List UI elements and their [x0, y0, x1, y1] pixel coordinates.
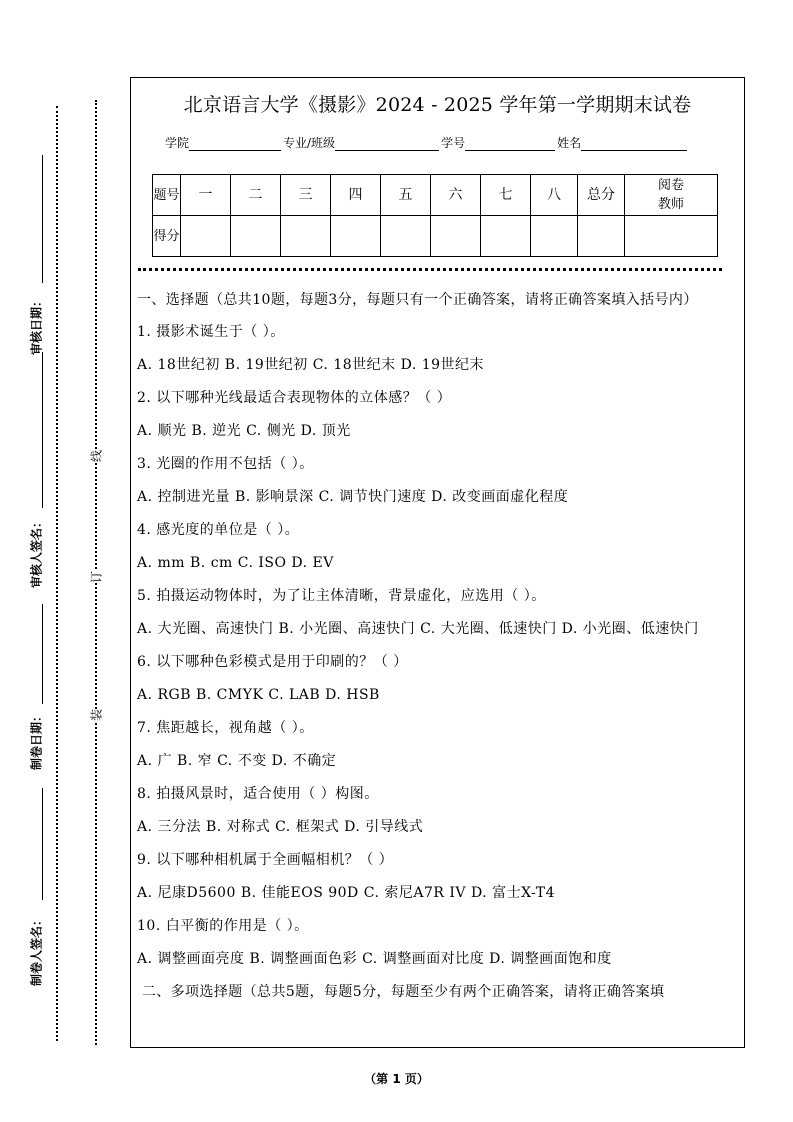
score-cell[interactable] — [281, 216, 331, 257]
line-char: 线 — [87, 450, 106, 462]
row-header-question: 题号 — [153, 175, 181, 216]
major-class-field[interactable] — [335, 138, 439, 151]
reviewer-signature-label: 审核人签名： — [29, 515, 44, 589]
question-text: 10. 白平衡的作用是（ ）。 — [137, 918, 309, 934]
score-cell[interactable] — [331, 216, 381, 257]
separator-dotted-line — [138, 268, 722, 271]
major-class-label: 专业/班级 — [283, 136, 336, 150]
col-grading-teacher: 阅卷教师 — [625, 175, 718, 216]
score-cell[interactable] — [481, 216, 531, 257]
question-text: 7. 焦距越长，视角越（ ）。 — [137, 720, 314, 736]
page-number: （第 1 页） — [364, 1072, 429, 1086]
reviewer-signature-line — [42, 352, 43, 508]
score-cell[interactable] — [381, 216, 431, 257]
staple-char: 订 — [87, 571, 106, 583]
score-table — [152, 174, 718, 257]
name-label: 姓名 — [557, 136, 582, 150]
question-text: 5. 拍摄运动物体时，为了让主体清晰，背景虚化，应选用（ ）。 — [137, 588, 546, 604]
question-text: 1. 摄影术诞生于（ ）。 — [137, 324, 285, 340]
col-1: 一 — [181, 175, 231, 216]
exam-title: 北京语言大学《摄影》2024 - 2025 学年第一学期期末试卷 — [183, 94, 692, 116]
question-options: A. 大光圈、高速快门 B. 小光圈、高速快门 C. 大光圈、低速快门 D. 小光圈、低速快门 — [137, 621, 699, 637]
question-text: 6. 以下哪种色彩模式是用于印刷的？（ ） — [137, 654, 408, 670]
col-7: 七 — [481, 175, 531, 216]
question-options: A. 18世纪初 B. 19世纪初 C. 18世纪末 D. 19世纪末 — [137, 357, 485, 373]
question-options: A. 广 B. 窄 C. 不变 D. 不确定 — [137, 753, 337, 769]
question-text: 8. 拍摄风景时，适合使用（ ）构图。 — [137, 786, 379, 802]
score-cell[interactable] — [231, 216, 281, 257]
question-number-row — [153, 175, 718, 216]
student-id-label: 学号 — [441, 136, 466, 150]
col-6: 六 — [431, 175, 481, 216]
student-info-row — [165, 134, 689, 151]
bind-char: 装 — [87, 709, 106, 721]
question-text: 4. 感光度的单位是（ ）。 — [137, 522, 300, 538]
question-options: A. 三分法 B. 对称式 C. 框架式 D. 引导线式 — [137, 819, 424, 835]
college-field[interactable] — [189, 138, 281, 151]
question-options: A. 控制进光量 B. 影响景深 C. 调节快门速度 D. 改变画面虚化程度 — [137, 489, 569, 505]
question-options: A. 顺光 B. 逆光 C. 侧光 D. 顶光 — [137, 423, 351, 439]
college-label: 学院 — [165, 136, 190, 150]
compiler-signature-label: 制卷人签名： — [29, 913, 44, 987]
section1-header: 一、选择题（总共10题，每题3分，每题只有一个正确答案，请将正确答案填入括号内） — [137, 292, 698, 308]
exam-sheet — [130, 77, 745, 1048]
score-cell[interactable] — [578, 216, 625, 257]
review-date-line — [42, 155, 43, 283]
col-5: 五 — [381, 175, 431, 216]
question-options: A. 调整画面亮度 B. 调整画面色彩 C. 调整画面对比度 D. 调整画面饱和度 — [137, 951, 612, 967]
question-text: 9. 以下哪种相机属于全画幅相机？（ ） — [137, 852, 394, 868]
review-date-label: 审核日期： — [29, 294, 44, 356]
question-options: A. mm B. cm C. ISO D. EV — [137, 555, 334, 571]
question-text: 2. 以下哪种光线最适合表现物体的立体感？（ ） — [137, 390, 452, 406]
score-cell[interactable] — [181, 216, 231, 257]
compiler-signature-line — [42, 788, 43, 900]
question-options: A. 尼康D5600 B. 佳能EOS 90D C. 索尼A7R IV D. 富士X-T4 — [137, 885, 556, 901]
score-cell[interactable] — [625, 216, 718, 257]
score-cell[interactable] — [431, 216, 481, 257]
col-total: 总分 — [578, 175, 625, 216]
exam-content — [137, 290, 739, 1002]
compile-date-label: 制卷日期： — [29, 709, 44, 771]
name-field[interactable] — [581, 138, 687, 151]
question-text: 3. 光圈的作用不包括（ ）。 — [137, 456, 314, 472]
col-3: 三 — [281, 175, 331, 216]
col-8: 八 — [531, 175, 578, 216]
score-cell[interactable] — [531, 216, 578, 257]
student-id-field[interactable] — [465, 138, 555, 151]
score-row — [153, 216, 718, 257]
col-4: 四 — [331, 175, 381, 216]
section2-header: 二、多项选择题（总共5题，每题5分，每题至少有两个正确答案，请将正确答案填 — [137, 984, 665, 1000]
row-header-score: 得分 — [153, 216, 181, 257]
compile-date-line — [42, 604, 43, 704]
margin-dotted-line-left — [56, 106, 58, 1041]
question-options: A. RGB B. CMYK C. LAB D. HSB — [137, 687, 380, 703]
col-2: 二 — [231, 175, 281, 216]
